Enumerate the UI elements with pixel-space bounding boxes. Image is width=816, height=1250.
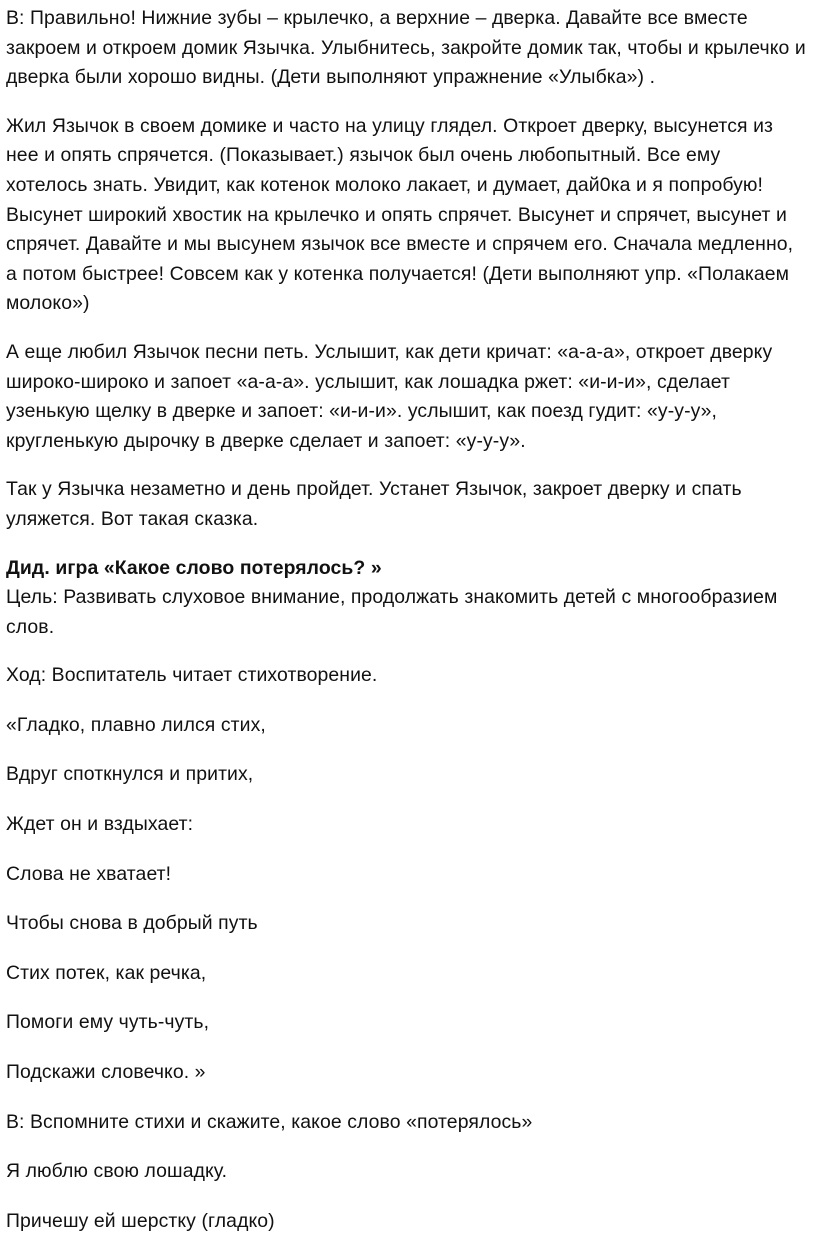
poem-line: Чтобы снова в добрый путь xyxy=(6,912,258,935)
teacher-question: В: Вспомните стихи и скажите, какое слово «потерялось» xyxy=(6,1110,533,1133)
paragraph-story-end: Так у Язычка незаметно и день пройдет. Устанет Язычок, закроет дверку и спать уляжется. Вот такая сказка. xyxy=(6,478,742,530)
game-heading: Дид. игра «Какое слово потерялось? » xyxy=(6,556,382,579)
poem-line: «Гладко, плавно лился стих, xyxy=(6,713,266,736)
paragraph-tongue-songs: А еще любил Язычок песни петь. Услышит, как дети кричат: «а-а-а», откроет дверку широко-широко и запоет «а-а-а». услышит, как лошадка ржет: «и-и-и», сделает узенькую щелку в дверке и запоет: «и-и-и». услышит, как поезд гудит: «у-у-у», кругленькую дырочку в дверке сделает и запоет: «у-у-у». xyxy=(6,340,773,452)
poem-line: Помоги ему чуть-чуть, xyxy=(6,1011,210,1034)
poem-line: Вдруг споткнулся и притих, xyxy=(6,763,254,786)
poem-line: Стих потек, как речка, xyxy=(6,961,207,984)
poem-line: Подскажи словечко. » xyxy=(6,1061,206,1084)
verse-line: Я люблю свою лошадку. xyxy=(6,1160,228,1183)
poem-line: Ждет он и вздыхает: xyxy=(6,813,194,836)
paragraph-tongue-story: Жил Язычок в своем домике и часто на улицу глядел. Откроет дверку, высунется из нее и опять спрячется. (Показывает.) язычок был очень любопытный. Все ему хотелось знать. Увидит, как котенок молоко лакает, и думает, дай0ка и я попробую! Высунет широкий хвостик на крылечко и опять спрячет. Высунет и спрячет, высунет и спрячет. Давайте и мы высунем язычок все вместе и спрячем его. Сначала медленно, а потом быстрее! Совсем как у котенка получается! (Дети выполняют упр. «Полакаем молоко») xyxy=(6,114,794,315)
game-goal: Цель: Развивать слуховое внимание, продолжать знакомить детей с многообразием слов. xyxy=(6,586,778,638)
paragraph-smile-exercise: В: Правильно! Нижние зубы – крылечко, а верхние – дверка. Давайте все вместе закроем и откроем домик Язычка. Улыбнитесь, закройте домик так, чтобы и крылечко и дверка были хорошо видны. (Дети выполняют упражнение «Улыбка») . xyxy=(6,7,806,89)
poem-line: Слова не хватает! xyxy=(6,862,172,885)
game-procedure: Ход: Воспитатель читает стихотворение. xyxy=(6,664,378,687)
verse-line: Причешу ей шерстку (гладко) xyxy=(6,1209,275,1232)
game-section xyxy=(6,554,806,643)
